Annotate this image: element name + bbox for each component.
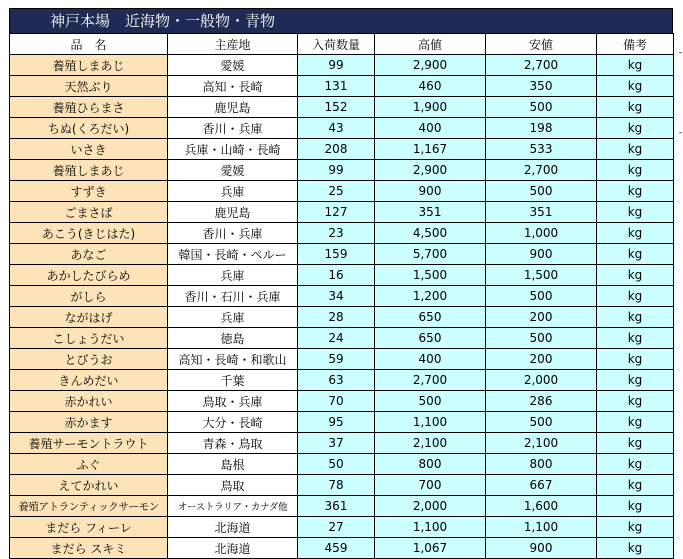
table-row: [10, 412, 674, 433]
cell-name: まだら スキミ: [10, 538, 168, 559]
table-row: [10, 223, 674, 244]
table-row: [10, 391, 674, 412]
cell-qty: 131: [298, 76, 375, 97]
cell-high: 5,700: [375, 244, 486, 265]
cell-note: kg: [597, 433, 674, 454]
cell-note: kg: [597, 328, 674, 349]
cell-name: ながはげ: [10, 307, 168, 328]
cell-high: 700: [375, 475, 486, 496]
cell-qty: 23: [298, 223, 375, 244]
cell-note: kg: [597, 496, 674, 517]
cell-qty: 50: [298, 454, 375, 475]
cell-note: kg: [597, 223, 674, 244]
header-row: [10, 34, 674, 55]
cell-note: kg: [597, 454, 674, 475]
cell-origin: 鳥取: [168, 475, 298, 496]
cell-qty: 63: [298, 370, 375, 391]
header-low: 安値: [486, 34, 597, 55]
cell-name: 養殖アトランティックサーモン: [10, 496, 168, 517]
cell-qty: 37: [298, 433, 375, 454]
cell-origin: 高知・長崎・和歌山: [168, 349, 298, 370]
cell-origin: 兵庫: [168, 181, 298, 202]
cell-note: kg: [597, 160, 674, 181]
table-row: [10, 244, 674, 265]
cell-low: 2,700: [486, 55, 597, 76]
table-row: [10, 265, 674, 286]
table-row: [10, 475, 674, 496]
table-row: [10, 370, 674, 391]
cell-low: 2,700: [486, 160, 597, 181]
cell-origin: 徳島: [168, 328, 298, 349]
cell-qty: 16: [298, 265, 375, 286]
header-name: 品 名: [10, 34, 168, 55]
cell-low: 800: [486, 454, 597, 475]
cell-low: 198: [486, 118, 597, 139]
table-row: [10, 118, 674, 139]
cell-note: kg: [597, 97, 674, 118]
cell-note: kg: [597, 76, 674, 97]
cell-qty: 99: [298, 55, 375, 76]
cell-name: 赤かます: [10, 412, 168, 433]
cell-qty: 152: [298, 97, 375, 118]
cell-note: kg: [597, 412, 674, 433]
cell-qty: 28: [298, 307, 375, 328]
cell-origin: 北海道: [168, 538, 298, 559]
price-table: [9, 33, 674, 559]
cell-qty: 43: [298, 118, 375, 139]
table-row: [10, 307, 674, 328]
cell-note: kg: [597, 517, 674, 538]
cell-low: 667: [486, 475, 597, 496]
cell-qty: 25: [298, 181, 375, 202]
cell-high: 2,900: [375, 160, 486, 181]
cell-origin: 香川・兵庫: [168, 118, 298, 139]
cell-high: 2,900: [375, 55, 486, 76]
cell-high: 650: [375, 307, 486, 328]
cell-name: がしら: [10, 286, 168, 307]
cell-low: 2,000: [486, 370, 597, 391]
cell-name: 養殖しまあじ: [10, 55, 168, 76]
cell-low: 200: [486, 307, 597, 328]
cell-name: 赤かれい: [10, 391, 168, 412]
cell-name: すずき: [10, 181, 168, 202]
cell-high: 1,167: [375, 139, 486, 160]
table-row: [10, 349, 674, 370]
table-row: [10, 181, 674, 202]
cell-high: 4,500: [375, 223, 486, 244]
cell-note: kg: [597, 118, 674, 139]
cell-high: 1,900: [375, 97, 486, 118]
cell-note: kg: [597, 55, 674, 76]
cell-high: 2,700: [375, 370, 486, 391]
header-qty: 入荷数量: [298, 34, 375, 55]
cell-high: 400: [375, 349, 486, 370]
cell-high: 2,000: [375, 496, 486, 517]
cell-low: 2,100: [486, 433, 597, 454]
cell-qty: 70: [298, 391, 375, 412]
cell-high: 1,500: [375, 265, 486, 286]
cell-origin: 兵庫: [168, 307, 298, 328]
table-row: [10, 433, 674, 454]
cell-origin: 北海道: [168, 517, 298, 538]
table-row: [10, 496, 674, 517]
cell-qty: 459: [298, 538, 375, 559]
cell-high: 460: [375, 76, 486, 97]
cell-high: 1,100: [375, 412, 486, 433]
cell-high: 400: [375, 118, 486, 139]
cell-name: ちぬ(くろだい): [10, 118, 168, 139]
table-row: [10, 76, 674, 97]
cell-qty: 99: [298, 160, 375, 181]
cell-name: 養殖ひらまさ: [10, 97, 168, 118]
cell-low: 500: [486, 181, 597, 202]
cell-qty: 361: [298, 496, 375, 517]
cell-note: kg: [597, 391, 674, 412]
cell-qty: 127: [298, 202, 375, 223]
cell-qty: 95: [298, 412, 375, 433]
cell-note: kg: [597, 202, 674, 223]
table-row: [10, 517, 674, 538]
cell-name: いさき: [10, 139, 168, 160]
cell-note: kg: [597, 265, 674, 286]
cell-high: 800: [375, 454, 486, 475]
cell-low: 500: [486, 412, 597, 433]
table-row: [10, 139, 674, 160]
table-row: [10, 202, 674, 223]
cell-origin: 大分・長崎: [168, 412, 298, 433]
cell-low: 1,600: [486, 496, 597, 517]
cell-note: kg: [597, 181, 674, 202]
cell-name: とびうお: [10, 349, 168, 370]
cell-origin: 鳥取・兵庫: [168, 391, 298, 412]
cell-low: 351: [486, 202, 597, 223]
table-row: [10, 328, 674, 349]
cell-high: 500: [375, 391, 486, 412]
cell-low: 500: [486, 286, 597, 307]
cell-low: 500: [486, 97, 597, 118]
cell-name: 天然ぶり: [10, 76, 168, 97]
cell-low: 900: [486, 538, 597, 559]
cell-low: 350: [486, 76, 597, 97]
edge-mark: -: [678, 128, 682, 138]
cell-origin: オーストラリア・カナダ他: [168, 496, 298, 517]
cell-high: 1,200: [375, 286, 486, 307]
cell-high: 1,067: [375, 538, 486, 559]
table-row: [10, 454, 674, 475]
cell-origin: 青森・鳥取: [168, 433, 298, 454]
cell-name: 養殖サーモントラウト: [10, 433, 168, 454]
cell-high: 351: [375, 202, 486, 223]
header-high: 高値: [375, 34, 486, 55]
cell-name: こしょうだい: [10, 328, 168, 349]
cell-origin: 千葉: [168, 370, 298, 391]
cell-origin: 島根: [168, 454, 298, 475]
cell-note: kg: [597, 370, 674, 391]
cell-name: あかしたびらめ: [10, 265, 168, 286]
edge-mark: -: [678, 48, 682, 58]
cell-high: 2,100: [375, 433, 486, 454]
cell-low: 500: [486, 328, 597, 349]
cell-origin: 愛媛: [168, 160, 298, 181]
table-row: [10, 97, 674, 118]
cell-name: きんめだい: [10, 370, 168, 391]
cell-origin: 香川・兵庫: [168, 223, 298, 244]
cell-note: kg: [597, 475, 674, 496]
cell-origin: 兵庫・山崎・長崎: [168, 139, 298, 160]
cell-low: 1,500: [486, 265, 597, 286]
cell-origin: 香川・石川・兵庫: [168, 286, 298, 307]
cell-name: ごまさば: [10, 202, 168, 223]
header-origin: 主産地: [168, 34, 298, 55]
cell-qty: 78: [298, 475, 375, 496]
cell-name: まだら フィーレ: [10, 517, 168, 538]
table-row: [10, 160, 674, 181]
cell-note: kg: [597, 139, 674, 160]
cell-origin: 鹿児島: [168, 97, 298, 118]
cell-low: 200: [486, 349, 597, 370]
cell-qty: 24: [298, 328, 375, 349]
cell-name: あこう(きじはた): [10, 223, 168, 244]
sheet-title: 神戸本場 近海物・一般物・青物: [9, 8, 673, 33]
cell-qty: 59: [298, 349, 375, 370]
cell-note: kg: [597, 538, 674, 559]
cell-note: kg: [597, 286, 674, 307]
cell-high: 650: [375, 328, 486, 349]
cell-origin: 韓国・長崎・ペルー: [168, 244, 298, 265]
cell-name: えてかれい: [10, 475, 168, 496]
table-row: [10, 55, 674, 76]
cell-origin: 愛媛: [168, 55, 298, 76]
cell-low: 286: [486, 391, 597, 412]
cell-origin: 鹿児島: [168, 202, 298, 223]
cell-high: 1,100: [375, 517, 486, 538]
cell-qty: 34: [298, 286, 375, 307]
cell-low: 1,000: [486, 223, 597, 244]
cell-qty: 159: [298, 244, 375, 265]
table-row: [10, 538, 674, 559]
cell-note: kg: [597, 349, 674, 370]
cell-low: 533: [486, 139, 597, 160]
header-note: 備考: [597, 34, 674, 55]
cell-qty: 208: [298, 139, 375, 160]
cell-origin: 高知・長崎: [168, 76, 298, 97]
cell-qty: 27: [298, 517, 375, 538]
cell-high: 900: [375, 181, 486, 202]
cell-note: kg: [597, 307, 674, 328]
table-row: [10, 286, 674, 307]
cell-note: kg: [597, 244, 674, 265]
market-price-sheet: [9, 8, 673, 559]
cell-name: ふぐ: [10, 454, 168, 475]
cell-low: 1,100: [486, 517, 597, 538]
cell-origin: 兵庫: [168, 265, 298, 286]
cell-name: あなご: [10, 244, 168, 265]
cell-low: 900: [486, 244, 597, 265]
cell-name: 養殖しまあじ: [10, 160, 168, 181]
